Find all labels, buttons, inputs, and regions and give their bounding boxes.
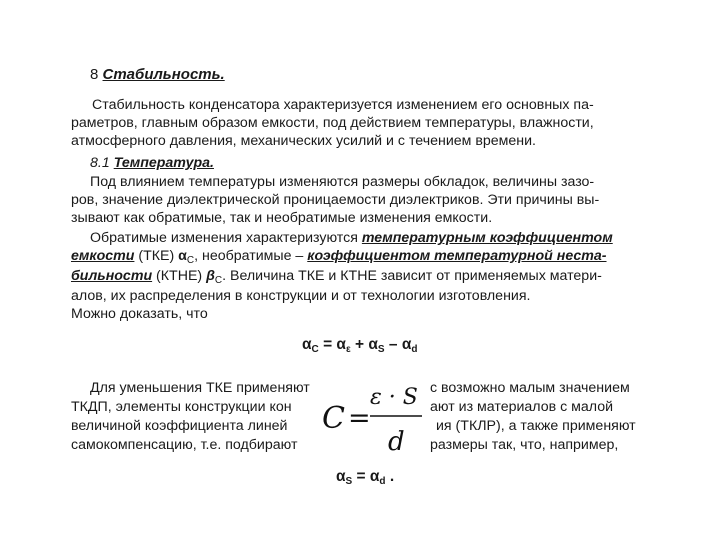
intro-line-3: атмосферного давления, механических усилий и с течением времени. — [71, 133, 536, 149]
body-line-4: Обратимые изменения характеризуются температурным коэффициентом — [90, 230, 613, 246]
intro-line-2: раметров, главным образом емкости, под действием температуры, влажности, — [71, 115, 594, 131]
body-line-5: емкости (ТКЕ) $\alpha_C$, необратимые – коэффициентом температурной неста- — [71, 248, 607, 266]
body-line-7: алов, их распределения в конструкции и от технологии изготовления. — [71, 288, 531, 304]
tail-line-4-right: размеры так, что, например, — [430, 437, 619, 453]
formula-lhs: C — [322, 401, 345, 436]
intro-line-1: Стабильность конденсатора характеризуется изменением его основных па- — [92, 97, 594, 113]
body-line-8: Можно доказать, что — [71, 306, 208, 322]
capacitance-formula-svg — [318, 370, 426, 462]
tail-line-2-left: ТКДП, элементы конструкции кон — [71, 399, 292, 415]
section-title: Стабильность. — [102, 66, 225, 83]
term-ktne: коэффициентом температурной неста- — [307, 248, 607, 264]
formula-compensation: $\alpha_S = \alpha_d$ . — [336, 468, 395, 487]
body-line-1: Под влиянием температуры изменяются размеры обкладок, величины зазо- — [90, 174, 595, 190]
capacitance-formula-image — [318, 370, 426, 462]
section-heading: 8 Стабильность. — [90, 66, 225, 83]
tail-line-4-left: самокомпенсацию, т.е. подбирают — [71, 437, 298, 453]
formula-tke: $\alpha_C = \alpha_\varepsilon + \alpha_S - \alpha_d$ — [302, 336, 418, 355]
subsection-heading: 8.1 Температура. — [90, 155, 214, 171]
subsection-title: Температура. — [113, 155, 214, 171]
tail-line-1-right: с возможно малым значением — [430, 380, 630, 396]
tail-line-2-right: ают из материалов с малой — [430, 399, 614, 415]
formula-eq: = — [348, 403, 371, 434]
body-line-2: ров, значение диэлектрической проницаемости диэлектриков. Эти причины вы- — [71, 192, 600, 208]
formula-denominator: d — [388, 427, 405, 457]
tail-line-3-left: величиной коэффициента линей — [71, 418, 288, 434]
body-line-6: бильности (КТНЕ) $\beta_C$. Величина ТКЕ и КТНЕ зависит от применяемых матери- — [71, 268, 602, 286]
term-tke: температурным коэффициентом — [361, 230, 613, 246]
formula-numerator: ε · S — [370, 385, 418, 410]
tail-line-3-right: ия (ТКЛР), а также применяют — [436, 418, 636, 434]
tail-line-1-left: Для уменьшения ТКЕ применяют — [90, 380, 310, 396]
body-line-3: зывают как обратимые, так и необратимые изменения емкости. — [71, 210, 493, 226]
